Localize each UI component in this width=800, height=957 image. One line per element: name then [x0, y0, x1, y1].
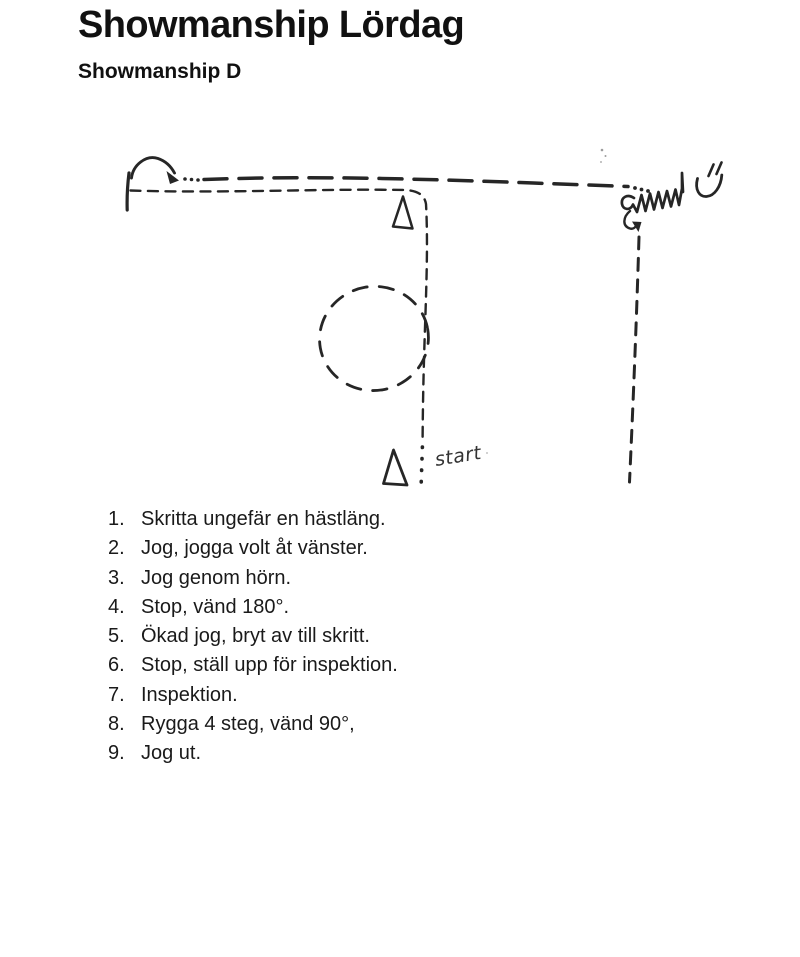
pattern-diagram-drawing [90, 135, 770, 495]
instruction-item-3: Jog genom hörn. [141, 566, 292, 589]
scan-speckles [486, 149, 607, 454]
cone-start [384, 450, 408, 485]
volt-circle [311, 278, 436, 399]
instruction-item-2: Jog, jogga volt åt vänster. [141, 537, 368, 560]
page-title: Showmanship Lördag [78, 4, 465, 46]
pattern-diagram [90, 135, 770, 495]
inspection-scribble [622, 173, 683, 212]
entry-corner-mark [127, 173, 129, 210]
instruction-item-4: Stop, vänd 180°. [141, 595, 290, 618]
page-subtitle: Showmanship D [78, 60, 242, 83]
judge-smiley-icon [697, 163, 722, 197]
instruction-list [108, 505, 398, 769]
start-label: start [433, 441, 483, 471]
entry-turn-arrow [132, 158, 180, 184]
arrowhead-right-icon [167, 171, 180, 184]
instruction-item-5: Ökad jog, bryt av till skritt. [141, 625, 370, 648]
walk-jog-dashed-path [131, 190, 427, 483]
instruction-item-7: Inspektion. [141, 683, 238, 706]
arrowhead-down-icon [632, 222, 642, 233]
instruction-item-9: Jog ut. [141, 742, 202, 765]
right-return-dashed-path [630, 237, 640, 482]
dotted-approach-segment [421, 447, 422, 483]
instruction-item-6: Stop, ställ upp för inspektion. [141, 654, 398, 677]
cone-top [393, 197, 413, 229]
instruction-item-1: Skritta ungefär en hästläng. [141, 508, 386, 530]
instruction-item-8: Rygga 4 steg, vänd 90°, [141, 713, 355, 736]
turn-down-arrow [624, 211, 641, 232]
